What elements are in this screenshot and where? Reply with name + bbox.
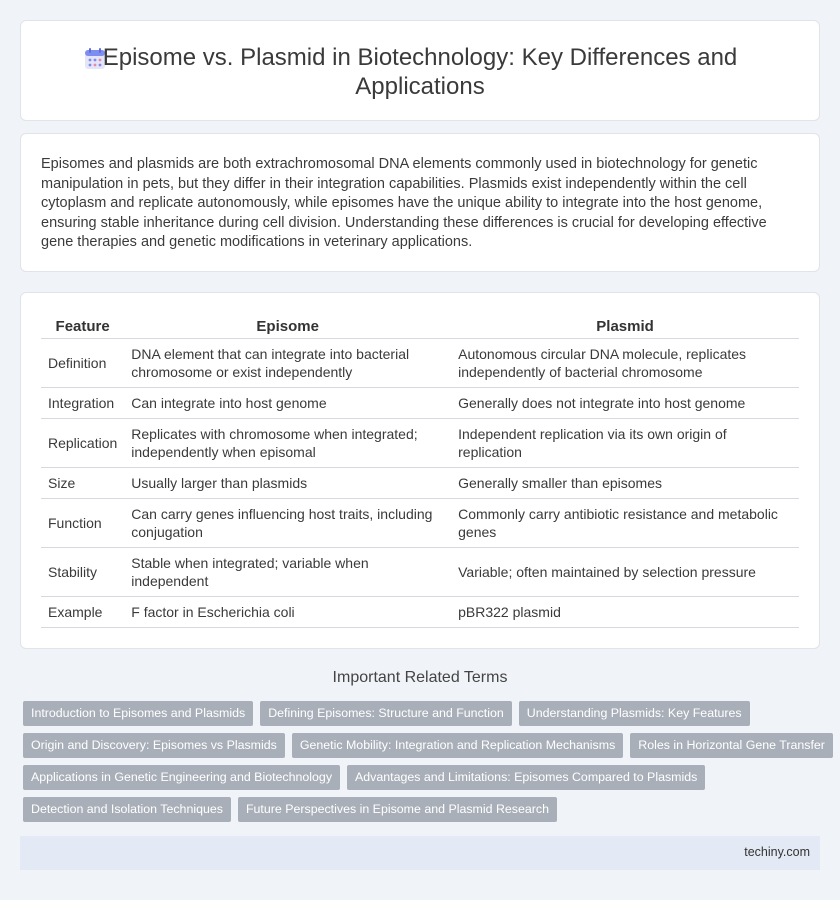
feature-cell: Size	[41, 467, 124, 498]
header-feature: Feature	[41, 315, 124, 338]
plasmid-cell: Generally does not integrate into host genome	[451, 387, 799, 418]
intro-paragraph: Episomes and plasmids are both extrachromosomal DNA elements commonly used in biotechnology for genetic manipulation in pets, but they differ in their integration capabilities. Plasmids exist independently within the cell cytoplasm and replicate autonomously, while episomes have the unique ability to integrate into the host genome, ensuring stable inheritance during cell division. Understanding these differences is crucial for developing effective gene therapies and genetic modifications in veterinary applications.	[41, 156, 767, 251]
plasmid-cell: Independent replication via its own origin of replication	[451, 418, 799, 467]
episome-cell: Can integrate into host genome	[124, 387, 451, 418]
intro-card	[20, 133, 820, 272]
title-card	[20, 20, 820, 121]
table-row	[41, 547, 799, 596]
plasmid-cell: Commonly carry antibiotic resistance and metabolic genes	[451, 498, 799, 547]
table-row	[41, 418, 799, 467]
header-episome: Episome	[124, 315, 451, 338]
episome-cell: Can carry genes influencing host traits, including conjugation	[124, 498, 451, 547]
related-term-tag[interactable]: Roles in Horizontal Gene Transfer	[630, 733, 833, 758]
related-term-tag[interactable]: Origin and Discovery: Episomes vs Plasmids	[23, 733, 285, 758]
related-term-tag[interactable]: Advantages and Limitations: Episomes Compared to Plasmids	[347, 765, 705, 790]
table-row	[41, 596, 799, 627]
table-row	[41, 467, 799, 498]
related-term-tag[interactable]: Applications in Genetic Engineering and Biotechnology	[23, 765, 340, 790]
episome-cell: Usually larger than plasmids	[124, 467, 451, 498]
feature-cell: Integration	[41, 387, 124, 418]
plasmid-cell: Generally smaller than episomes	[451, 467, 799, 498]
page-title: Episome vs. Plasmid in Biotechnology: Key Differences and Applications	[102, 44, 738, 100]
feature-cell: Example	[41, 596, 124, 627]
episome-cell: DNA element that can integrate into bacterial chromosome or exist independently	[124, 338, 451, 387]
related-terms-list	[23, 701, 823, 829]
plasmid-cell: Variable; often maintained by selection pressure	[451, 547, 799, 596]
comparison-table	[41, 315, 799, 628]
footer-bar	[20, 836, 820, 870]
episome-cell: F factor in Escherichia coli	[124, 596, 451, 627]
plasmid-cell: pBR322 plasmid	[451, 596, 799, 627]
related-term-tag[interactable]: Future Perspectives in Episome and Plasmid Research	[238, 797, 557, 822]
table-row	[41, 338, 799, 387]
episome-cell: Replicates with chromosome when integrated; independently when episomal	[124, 418, 451, 467]
feature-cell: Stability	[41, 547, 124, 596]
episome-cell: Stable when integrated; variable when independent	[124, 547, 451, 596]
header-plasmid: Plasmid	[451, 315, 799, 338]
table-row	[41, 387, 799, 418]
related-term-tag[interactable]: Understanding Plasmids: Key Features	[519, 701, 750, 726]
plasmid-cell: Autonomous circular DNA molecule, replicates independently of bacterial chromosome	[451, 338, 799, 387]
feature-cell: Replication	[41, 418, 124, 467]
footer-site-link[interactable]: techiny.com	[744, 845, 810, 859]
comparison-table-card	[20, 292, 820, 649]
related-term-tag[interactable]: Genetic Mobility: Integration and Replication Mechanisms	[292, 733, 623, 758]
table-header-row	[41, 315, 799, 338]
table-row	[41, 498, 799, 547]
feature-cell: Function	[41, 498, 124, 547]
related-term-tag[interactable]: Detection and Isolation Techniques	[23, 797, 231, 822]
feature-cell: Definition	[41, 338, 124, 387]
related-terms-heading: Important Related Terms	[332, 669, 508, 686]
related-term-tag[interactable]: Introduction to Episomes and Plasmids	[23, 701, 253, 726]
related-term-tag[interactable]: Defining Episomes: Structure and Function	[260, 701, 512, 726]
